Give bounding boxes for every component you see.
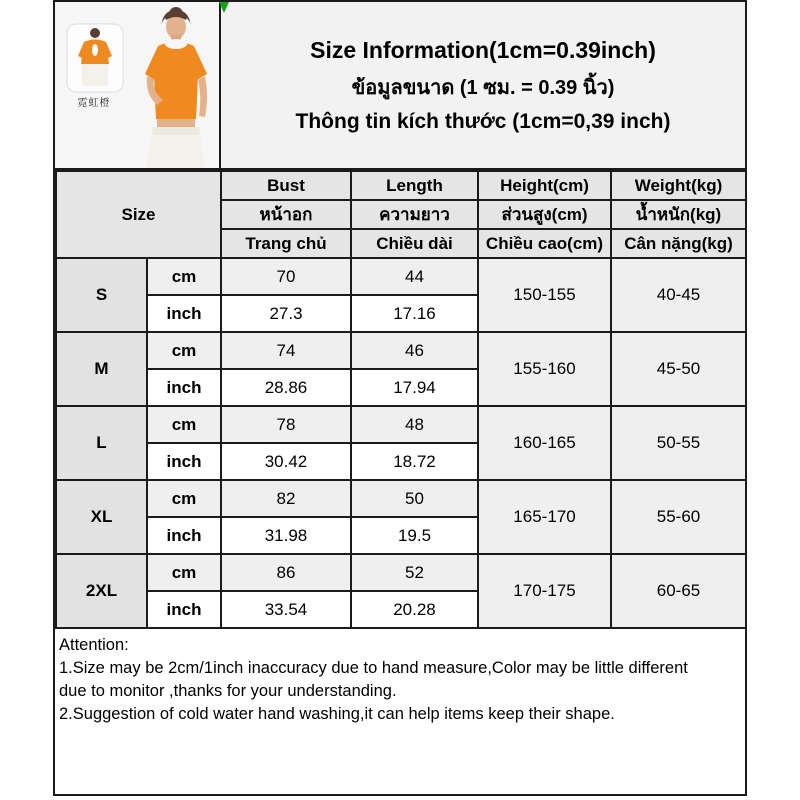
model-photo-illustration bbox=[55, 2, 221, 168]
row-2xl-cm bbox=[56, 554, 746, 591]
col-bust-en: Bust bbox=[221, 171, 351, 200]
unit-inch: inch bbox=[147, 295, 221, 332]
attention-line: due to monitor ,thanks for your understanding. bbox=[59, 682, 397, 700]
length-inch-value: 17.94 bbox=[351, 369, 478, 406]
col-weight-vi: Cân nặng(kg) bbox=[611, 229, 746, 258]
unit-cm: cm bbox=[147, 332, 221, 369]
attention-line: 2.Suggestion of cold water hand washing,it can help items keep their shape. bbox=[59, 705, 615, 723]
green-corner-mark bbox=[219, 2, 229, 13]
size-chart-content-box bbox=[53, 0, 747, 796]
col-length-vi: Chiều dài bbox=[351, 229, 478, 258]
size-table bbox=[55, 170, 747, 629]
height-range: 155-160 bbox=[478, 332, 611, 406]
attention-heading: Attention: bbox=[59, 636, 129, 654]
length-cm-value: 52 bbox=[351, 554, 478, 591]
color-variant-label: 霓虹橙 bbox=[77, 98, 111, 109]
bust-cm-value: 74 bbox=[221, 332, 351, 369]
weight-range: 40-45 bbox=[611, 258, 746, 332]
unit-cm: cm bbox=[147, 554, 221, 591]
title-english: Size Information(1cm=0.39inch) bbox=[310, 36, 656, 63]
col-height-th: ส่วนสูง(cm) bbox=[478, 200, 611, 229]
bust-cm-value: 78 bbox=[221, 406, 351, 443]
bust-inch-value: 30.42 bbox=[221, 443, 351, 480]
row-xl-cm bbox=[56, 480, 746, 517]
col-weight-en: Weight(kg) bbox=[611, 171, 746, 200]
title-block bbox=[221, 2, 745, 168]
height-range: 150-155 bbox=[478, 258, 611, 332]
col-bust-vi: Trang chủ bbox=[221, 229, 351, 258]
attention-line: 1.Size may be 2cm/1inch inaccuracy due to hand measure,Color may be little different bbox=[59, 659, 688, 677]
col-length-en: Length bbox=[351, 171, 478, 200]
unit-inch: inch bbox=[147, 517, 221, 554]
title-vietnamese: Thông tin kích thước (1cm=0,39 inch) bbox=[295, 109, 671, 133]
weight-range: 45-50 bbox=[611, 332, 746, 406]
length-cm-value: 46 bbox=[351, 332, 478, 369]
unit-inch: inch bbox=[147, 443, 221, 480]
bust-cm-value: 82 bbox=[221, 480, 351, 517]
bust-inch-value: 33.54 bbox=[221, 591, 351, 628]
row-m-cm bbox=[56, 332, 746, 369]
title-thai: ข้อมูลขนาด (1 ซม. = 0.39 นิ้ว) bbox=[351, 76, 615, 99]
size-label-2xl: 2XL bbox=[56, 554, 147, 628]
header-row-english bbox=[56, 171, 746, 200]
length-cm-value: 44 bbox=[351, 258, 478, 295]
header bbox=[55, 2, 745, 170]
col-weight-th: น้ำหนัก(kg) bbox=[611, 200, 746, 229]
bust-cm-value: 86 bbox=[221, 554, 351, 591]
unit-inch: inch bbox=[147, 591, 221, 628]
unit-cm: cm bbox=[147, 480, 221, 517]
weight-range: 50-55 bbox=[611, 406, 746, 480]
size-label-l: L bbox=[56, 406, 147, 480]
size-header-cell: Size bbox=[56, 171, 221, 258]
row-l-cm bbox=[56, 406, 746, 443]
bust-inch-value: 28.86 bbox=[221, 369, 351, 406]
attention-notes bbox=[55, 629, 745, 781]
col-height-en: Height(cm) bbox=[478, 171, 611, 200]
bust-inch-value: 31.98 bbox=[221, 517, 351, 554]
size-label-xl: XL bbox=[56, 480, 147, 554]
unit-cm: cm bbox=[147, 258, 221, 295]
unit-inch: inch bbox=[147, 369, 221, 406]
height-range: 165-170 bbox=[478, 480, 611, 554]
weight-range: 60-65 bbox=[611, 554, 746, 628]
length-inch-value: 20.28 bbox=[351, 591, 478, 628]
length-inch-value: 17.16 bbox=[351, 295, 478, 332]
length-inch-value: 19.5 bbox=[351, 517, 478, 554]
height-range: 170-175 bbox=[478, 554, 611, 628]
product-photo bbox=[55, 2, 221, 168]
bust-inch-value: 27.3 bbox=[221, 295, 351, 332]
col-length-th: ความยาว bbox=[351, 200, 478, 229]
col-height-vi: Chiều cao(cm) bbox=[478, 229, 611, 258]
size-label-m: M bbox=[56, 332, 147, 406]
length-inch-value: 18.72 bbox=[351, 443, 478, 480]
length-cm-value: 48 bbox=[351, 406, 478, 443]
length-cm-value: 50 bbox=[351, 480, 478, 517]
size-label-s: S bbox=[56, 258, 147, 332]
height-range: 160-165 bbox=[478, 406, 611, 480]
weight-range: 55-60 bbox=[611, 480, 746, 554]
col-bust-th: หน้าอก bbox=[221, 200, 351, 229]
bust-cm-value: 70 bbox=[221, 258, 351, 295]
row-s-cm bbox=[56, 258, 746, 295]
unit-cm: cm bbox=[147, 406, 221, 443]
